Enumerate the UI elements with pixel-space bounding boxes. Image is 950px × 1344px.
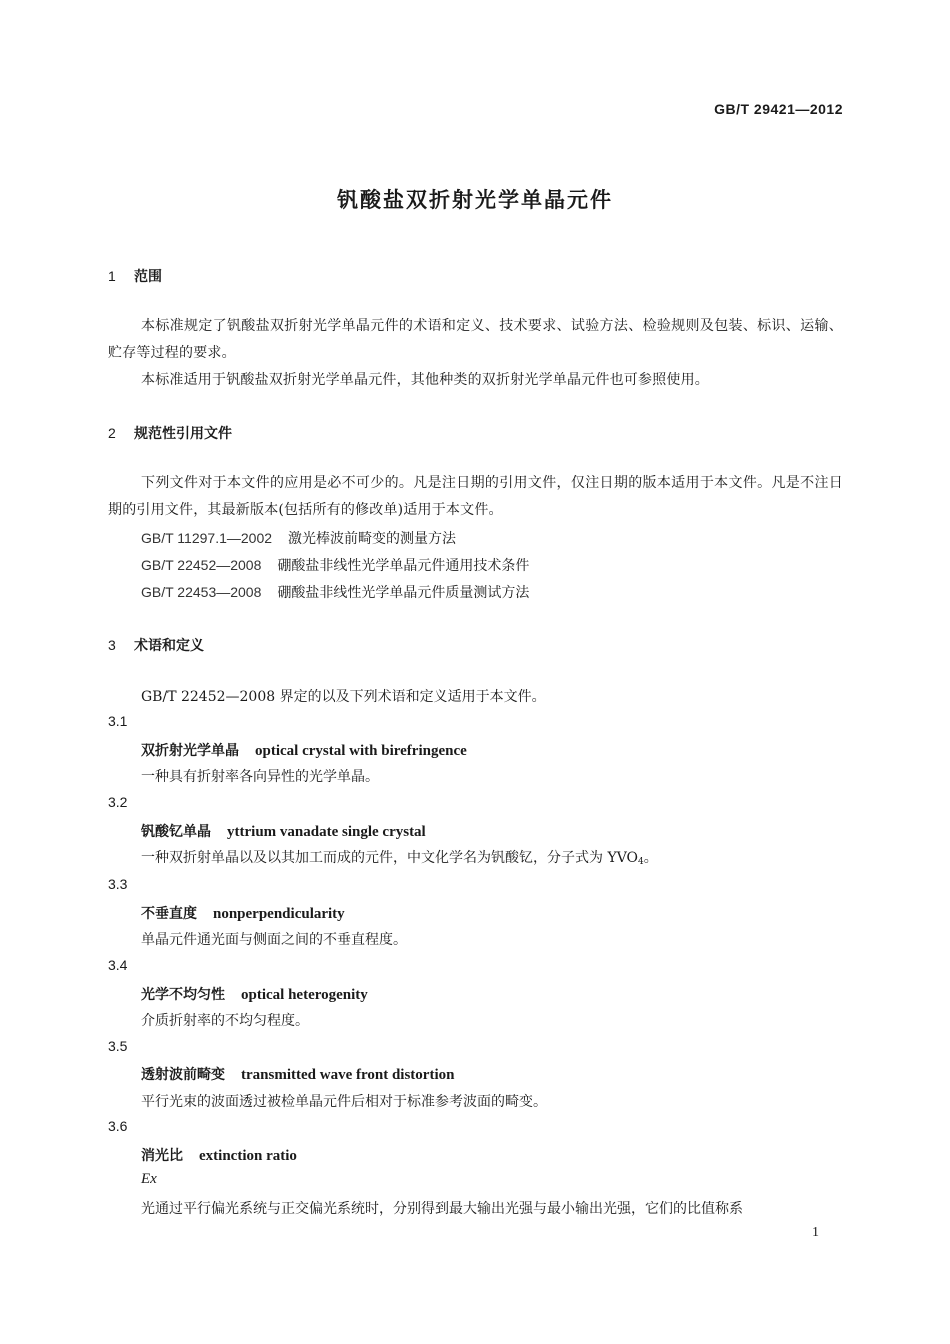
- formula-subscript: 4: [638, 857, 644, 867]
- section-title: 规范性引用文件: [134, 426, 232, 442]
- term-heading: [141, 903, 345, 923]
- term-definition-text: 一种双折射单晶以及以其加工而成的元件，中文化学名为钒酸钇，分子式为 YVO: [141, 850, 639, 866]
- reference-item: [141, 582, 529, 602]
- term-definition: 介质折射率的不均匀程度。: [141, 1013, 309, 1029]
- reference-title: 硼酸盐非线性光学单晶元件通用技术条件: [277, 558, 530, 574]
- page-number: 1: [812, 1225, 819, 1240]
- term-english: optical heterogenity: [241, 987, 368, 1003]
- section-number: 1: [108, 268, 116, 284]
- term-definition: 单晶元件通光面与侧面之间的不垂直程度。: [141, 932, 407, 948]
- term-definition: [141, 847, 658, 867]
- term-chinese: 消光比: [141, 1148, 183, 1164]
- term-english: nonperpendicularity: [213, 906, 345, 922]
- term-heading: [141, 984, 368, 1004]
- reference-title: 激光棒波前畸变的测量方法: [288, 531, 457, 547]
- term-definition: 一种具有折射率各向异性的光学单晶。: [141, 769, 379, 785]
- term-number: 3.4: [108, 957, 128, 973]
- reference-item: [141, 528, 456, 548]
- reference-code: GB/T 22453—2008: [141, 584, 262, 600]
- term-english: optical crystal with birefringence: [255, 743, 467, 759]
- term-number: 3.6: [108, 1118, 128, 1134]
- term-chinese: 钒酸钇单晶: [141, 824, 211, 840]
- term-number: 3.2: [108, 794, 128, 810]
- section-1-paragraph-1: 本标准规定了钒酸盐双折射光学单晶元件的术语和定义、技术要求、试验方法、检验规则及包装、标识、运输、贮存等过程的要求。: [108, 318, 843, 361]
- term-heading: [141, 821, 426, 841]
- term-english: extinction ratio: [199, 1148, 297, 1164]
- term-heading: [141, 1145, 297, 1165]
- term-heading: [141, 1064, 454, 1084]
- section-number: 2: [108, 425, 116, 441]
- term-chinese: 双折射光学单晶: [141, 743, 239, 759]
- section-2-heading: [108, 423, 232, 443]
- reference-item: [141, 555, 529, 575]
- reference-title: 硼酸盐非线性光学单晶元件质量测试方法: [277, 585, 530, 601]
- section-1-heading: [108, 266, 162, 286]
- section-2-paragraph: 下列文件对于本文件的应用是必不可少的。凡是注日期的引用文件，仅注日期的版本适用于本文件。凡是不注日期的引用文件，其最新版本(包括所有的修改单)适用于本文件。: [108, 475, 843, 518]
- term-number: 3.3: [108, 876, 128, 892]
- term-heading: [141, 740, 467, 760]
- term-chinese: 光学不均匀性: [141, 987, 225, 1003]
- term-english: transmitted wave front distortion: [241, 1067, 455, 1083]
- term-number: 3.1: [108, 713, 128, 729]
- term-definition: 光通过平行偏光系统与正交偏光系统时，分别得到最大输出光强与最小输出光强，它们的比值称系: [141, 1201, 743, 1217]
- section-number: 3: [108, 637, 116, 653]
- term-english: yttrium vanadate single crystal: [227, 824, 426, 840]
- reference-code: GB/T 22452—2008: [141, 557, 262, 573]
- section-title: 范围: [134, 269, 162, 285]
- section-1-paragraph-2: 本标准适用于钒酸盐双折射光学单晶元件，其他种类的双折射光学单晶元件也可参照使用。: [141, 372, 709, 388]
- standard-number: GB/T 29421—2012: [714, 101, 843, 117]
- term-chinese: 不垂直度: [141, 906, 197, 922]
- term-definition: 平行光束的波面透过被检单晶元件后相对于标准参考波面的畸变。: [141, 1094, 547, 1110]
- reference-code: GB/T 11297.1—2002: [141, 530, 273, 546]
- term-number: 3.5: [108, 1038, 128, 1054]
- term-definition-end: 。: [643, 850, 658, 866]
- section-title: 术语和定义: [134, 638, 204, 654]
- document-title: 钒酸盐双折射光学单晶元件: [337, 188, 613, 212]
- section-3-intro: GB/T 22452—2008 界定的以及下列术语和定义适用于本文件。: [141, 689, 546, 705]
- section-3-heading: [108, 635, 204, 655]
- term-symbol: Ex: [141, 1171, 157, 1187]
- term-chinese: 透射波前畸变: [141, 1067, 225, 1083]
